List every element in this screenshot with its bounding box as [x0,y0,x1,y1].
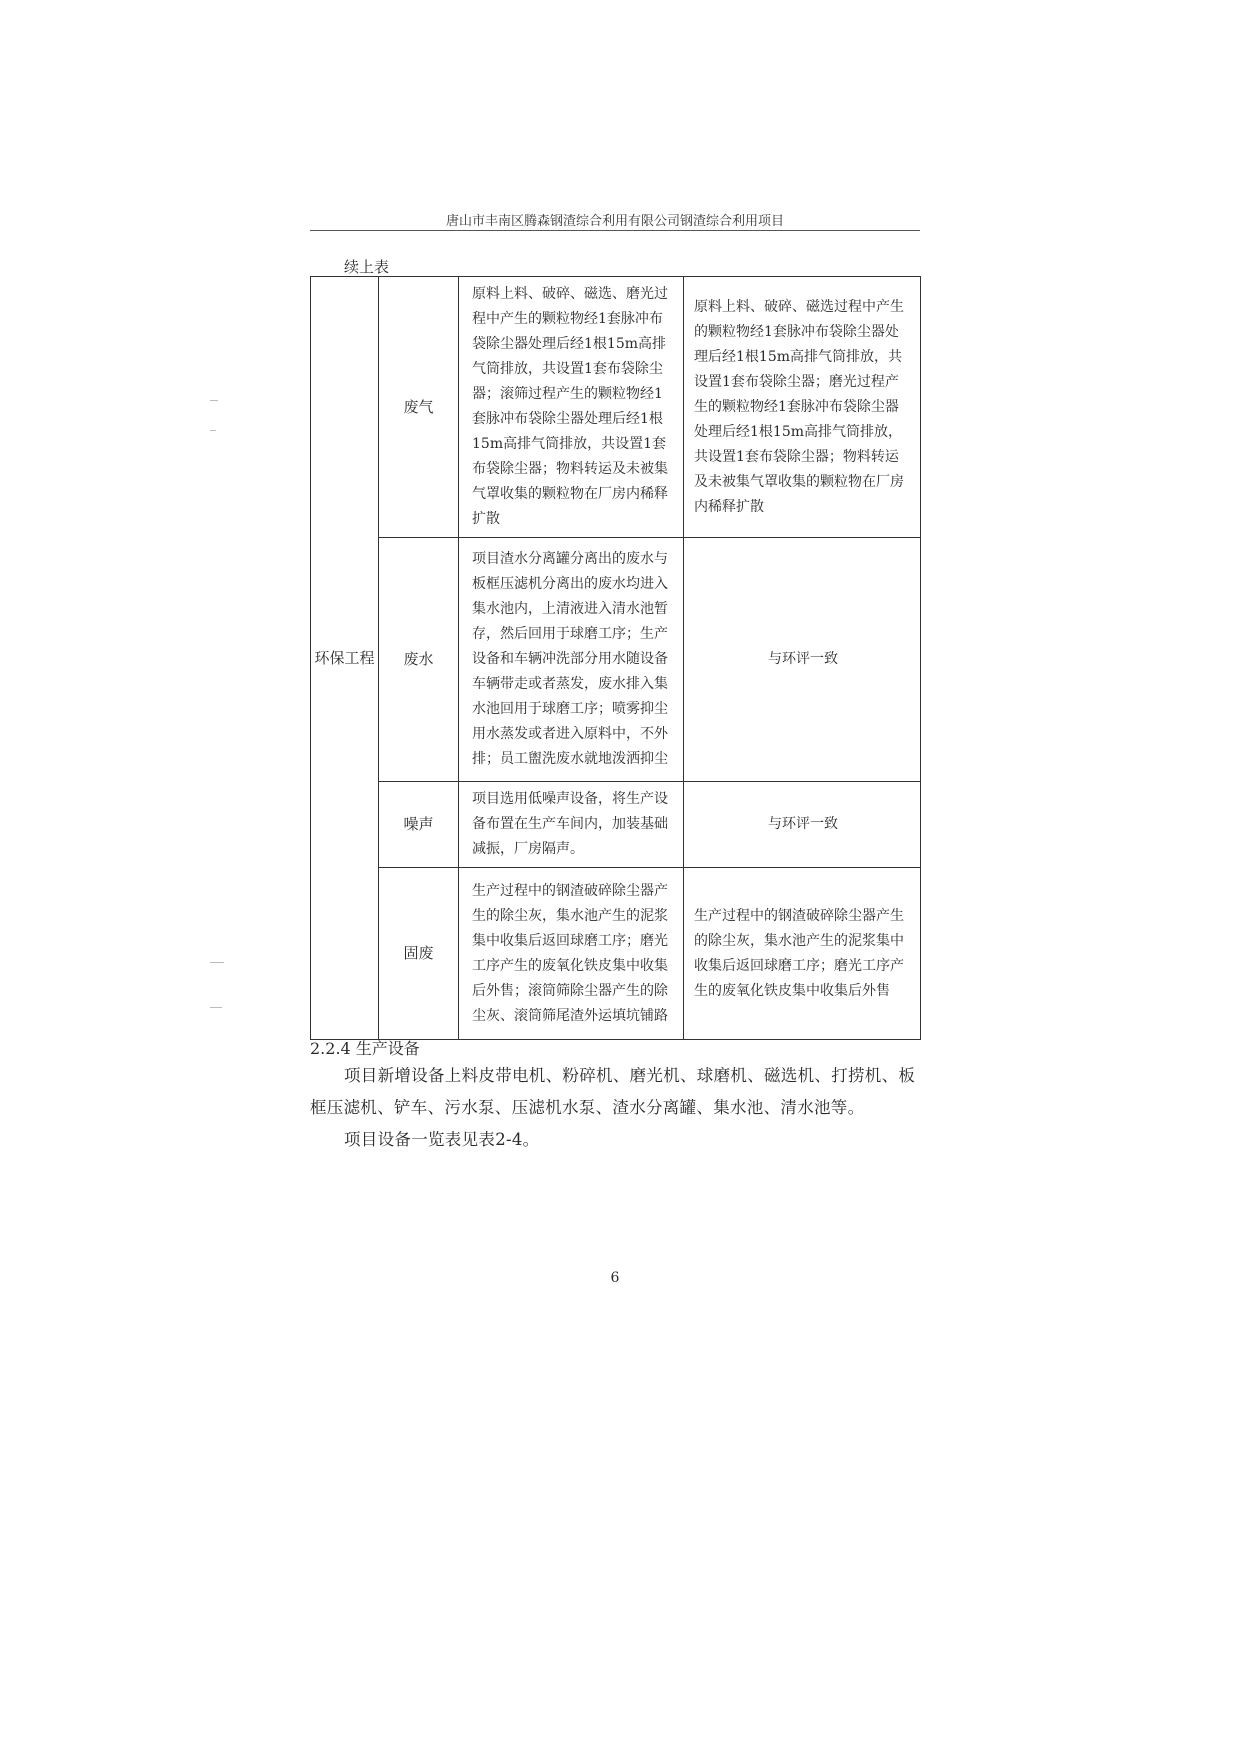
actual-cell: 与环评一致 [684,782,921,868]
actual-cell: 与环评一致 [684,538,921,782]
eia-cell: 项目选用低噪声设备，将生产设备布置在生产车间内，加装基础减振，厂房隔声。 [459,782,684,868]
continued-label: 续上表 [344,258,390,276]
eia-cell: 项目渣水分离罐分离出的废水与板框压滤机分离出的废水均进入集水池内，上清液进入清水池暂存，然后回用于球磨工序；生产设备和车辆冲洗部分用水随设备车辆带走或者蒸发，废水排入集水池回用于球磨工序；喷雾抑尘用水蒸发或者进入原料中，不外排；员工盥洗废水就地泼洒抑尘 [459,538,684,782]
paragraph: 项目新增设备上料皮带电机、粉碎机、磨光机、球磨机、磁选机、打捞机、板框压滤机、铲车、污水泵、压滤机水泵、渣水分离罐、集水池、清水池等。 [310,1066,916,1117]
table-row [311,782,921,868]
type-cell: 固废 [379,868,459,1040]
page-number: 6 [610,1270,620,1286]
table-row [311,538,921,782]
table-row [311,277,921,538]
type-cell: 废水 [379,538,459,782]
table-row [311,868,921,1040]
section-title: 2.2.4 生产设备 [310,1039,420,1058]
header-rule [310,230,920,231]
actual-cell: 原料上料、破碎、磁选过程中产生的颗粒物经1套脉冲布袋除尘器处理后经1根15m高排气筒排放，共设置1套布袋除尘器；磨光过程产生的颗粒物经1套脉冲布袋除尘器处理后经1根15m高排气筒排放，共设置1套布袋除尘器；物料转运及未被集气罩收集的颗粒物在厂房内稀释扩散 [684,277,921,538]
type-cell: 废气 [379,277,459,538]
type-cell: 噪声 [379,782,459,868]
running-header: 唐山市丰南区腾森钢渣综合利用有限公司钢渣综合利用项目 [445,214,784,229]
scan-mark [210,962,224,963]
scan-mark [210,400,218,401]
eia-cell: 生产过程中的钢渣破碎除尘器产生的除尘灰，集水池产生的泥浆集中收集后返回球磨工序；磨光工序产生的废氧化铁皮集中收集后外售；滚筒筛除尘器产生的除尘灰、滚筒筛尾渣外运填坑铺路 [459,868,684,1040]
paragraph: 项目设备一览表见表2-4。 [344,1130,540,1149]
scan-mark [210,430,216,431]
scan-mark [210,1007,222,1008]
actual-cell: 生产过程中的钢渣破碎除尘器产生的除尘灰，集水池产生的泥浆集中收集后返回球磨工序；磨光工序产生的废氧化铁皮集中收集后外售 [684,868,921,1040]
eia-cell: 原料上料、破碎、磁选、磨光过程中产生的颗粒物经1套脉冲布袋除尘器处理后经1根15m高排气筒排放，共设置1套布袋除尘器；滚筛过程产生的颗粒物经1套脉冲布袋除尘器处理后经1根15m高排气筒排放，共设置1套布袋除尘器；物料转运及未被集气罩收集的颗粒物在厂房内稀释扩散 [459,277,684,538]
environmental-works-table [310,276,921,1040]
category-cell: 环保工程 [311,277,379,1040]
